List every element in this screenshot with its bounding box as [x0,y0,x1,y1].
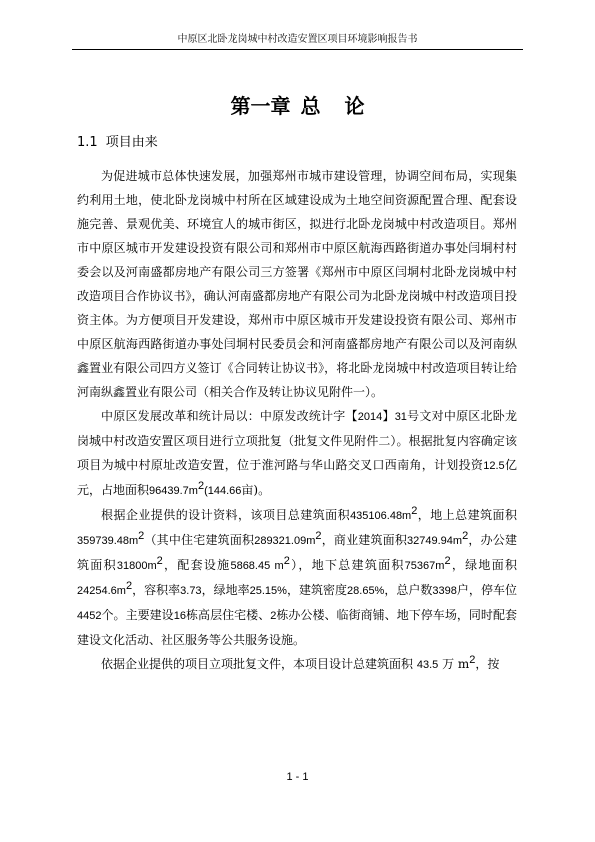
green-area: 24254.6m [77,585,126,597]
text-run: 亩)。 [241,483,271,497]
office-area: 31800m [116,560,157,572]
chapter-title-part-1: 总 [300,94,321,118]
superscript: 2 [283,555,290,567]
chapter-title-part-2: 论 [344,94,365,118]
section-number: 1.1 [77,135,98,150]
green-rate: 25.15% [249,585,287,597]
text-run: ，容积率 [132,583,181,597]
text-run: 个。主要建设 [101,608,174,622]
text-run: 万 m [438,657,470,671]
superscript: 2 [125,580,133,592]
text-run: ，按 [475,657,500,671]
office-building-count: 2 [270,610,277,622]
text-run: 户，停车位 [456,583,517,597]
text-run: 中原区发展改革和统计局以：中原发改统计字【 [101,409,358,423]
facility-area: 5868.45 m [230,560,284,572]
text-run: 栋办公楼、临街商铺、地下停车场，同时配套建设文化活动、社区服务等公共服务设施。 [77,608,517,647]
superscript: 2 [156,555,163,567]
superscript: 2 [138,530,145,542]
design-area-value: 43.5 [416,659,439,671]
text-run: （其中住宅建筑面积 [144,533,255,547]
plot-ratio: 3.73 [180,585,202,597]
residential-building-count: 16 [173,610,186,622]
parking-count: 4452 [77,610,102,622]
paragraph-2 [77,404,517,503]
text-run: ，地上总建筑面积 [417,508,517,522]
residential-area: 289321.09m [254,535,316,547]
superscript: 2 [469,654,476,666]
doc-number: 31 [394,411,407,423]
investment-value: 12.5 [483,460,505,472]
page-number: 1 - 1 [286,771,309,783]
paragraph-1: 为促进城市总体快速发展，加强郑州市城市建设管理，协调空间布局，实现集约利用土地，使北卧龙岗城中村所在区域建设成为土地空间资源配置合理、配套设施完善、景观优美、环境宜人的城市街区，拟进行北卧龙岗城中村改造项目。郑州市中原区城市开发建设投资有限公司和郑州市中原区航海西路街道办事处闫垌村村委会以及河南盛都房地产有限公司三方签署《郑州市中原区闫垌村北卧龙岗城中村改造项目合作协议书》，确认河南盛都房地产有限公司为北卧龙岗城中村改造项目投资主体。为方便项目开发建设，郑州市中原区城市开发建设投资有限公司、郑州市中原区航海西路街道办事处闫垌村民委员会和河南盛都房地产有限公司以及河南纵鑫置业有限公司四方义签订《合同转让协议书》，将北卧龙岗城中村改造项目转让给河南纵鑫置业有限公司（相关合作及转让协议见附件一）。 [77,169,517,399]
site-area-mu: (144.66 [204,485,242,497]
text-run: ，总户数 [384,583,433,597]
household-count: 3398 [432,585,457,597]
text-run: ，绿地面积 [450,558,517,572]
text-run: ），地下总建筑面积 [289,558,405,572]
doc-year: 2014 [357,411,383,423]
text-run: 号文对中原区北卧龙岗城中村改造安置区项目进行立项批复（批复文件见附件二）。根据批复内容确定该项目为城中村原址改造安置，位于淮河路与华山路交叉口西南角，计划投资 [77,409,517,472]
text-run: ，配套设施 [162,558,231,572]
text-run: ，绿地率 [201,583,250,597]
section-heading [77,131,158,150]
text-run: 依据企业提供的项目立项批复文件，本项目设计总建筑面积 [101,657,417,671]
superscript: 2 [444,555,451,567]
paragraph-3 [77,503,517,652]
text-run: 栋高层住宅楼、 [185,608,271,622]
underground-area: 75367m [404,560,445,572]
section-title: 项目由来 [105,135,158,150]
text-run: ，办公建筑面积 [77,533,517,572]
text-run: ，建筑密度 [286,583,348,597]
superscript: 2 [462,530,469,542]
commercial-area: 32749.94m [407,535,463,547]
total-floor-area: 435106.48m [350,510,412,522]
chapter-title [0,90,595,119]
paragraph-4 [77,652,517,677]
text-run: 】 [382,409,395,423]
body-text [77,164,517,677]
text-run: 根据企业提供的设计资料，该项目总建筑面积 [101,508,351,522]
above-ground-area: 359739.48m [77,535,139,547]
superscript: 2 [411,505,418,517]
superscript: 2 [197,480,205,492]
text-run: 亿元，占地面积 [77,458,517,497]
running-header: 中原区北卧龙岗城中村改造安置区项目环境影响报告书 [72,30,523,50]
site-area-value: 96439.7m [149,485,198,497]
chapter-number: 第一章 [230,94,291,118]
superscript: 2 [315,530,322,542]
text-run: ，商业建筑面积 [321,533,408,547]
building-density: 28.65% [347,585,385,597]
